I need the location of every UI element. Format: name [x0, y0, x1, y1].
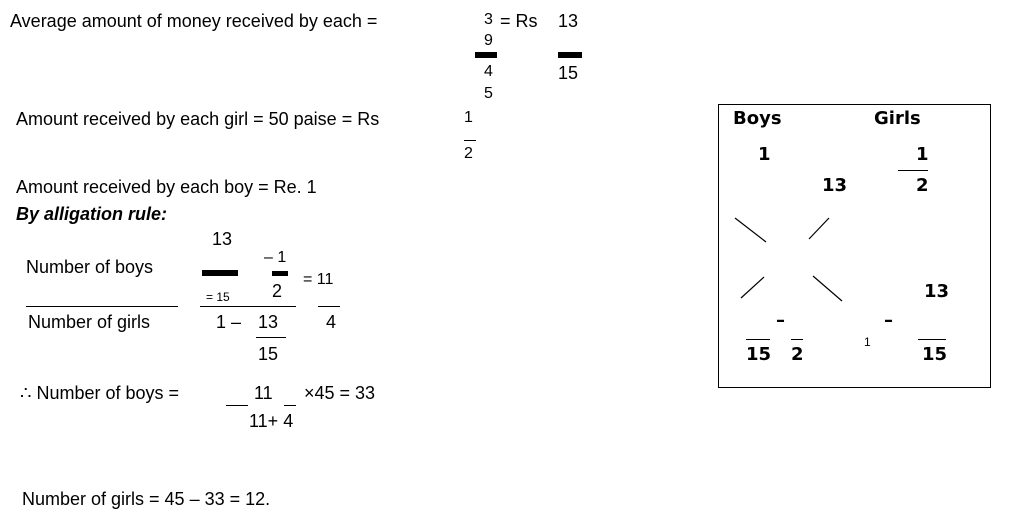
denominator-15: 15 — [558, 63, 579, 83]
denominator-2: 2 — [272, 281, 283, 301]
ratio-top-13: 13 — [212, 229, 233, 249]
girls-calc-label: Number of girls = 45 – 33 = 12. — [22, 489, 271, 509]
minus-one: – 1 — [264, 249, 287, 266]
denominator-5: 5 — [484, 85, 493, 102]
diagram-left-15: 15 — [746, 344, 772, 365]
diagram-boys-header: Boys — [733, 108, 782, 129]
diagram-left-2: 2 — [791, 344, 804, 365]
number-of-boys-label: Number of boys — [26, 257, 154, 277]
boy-amount-label: Amount received by each boy = Re. 1 — [16, 177, 317, 197]
equals-11: = 11 — [303, 271, 334, 288]
diagram-right-13: 13 — [924, 281, 950, 302]
diagram-small-1: 1 — [864, 335, 871, 349]
numerator-9: 9 — [484, 32, 493, 49]
diagram-right-15: 15 — [922, 344, 948, 365]
diagram-mean-13: 13 — [822, 175, 848, 196]
boys-calc-denominator: 11+ 4 — [249, 411, 294, 431]
value-13: 13 — [558, 11, 579, 31]
denominator-15: 15 — [258, 344, 279, 364]
denominator-4: 4 — [326, 312, 337, 332]
diagram-girls-numerator: 1 — [916, 144, 929, 165]
equals-rs-text: = Rs — [500, 11, 538, 31]
diagram-minus-right: – — [884, 310, 893, 331]
fraction-numerator-3: 3 — [484, 11, 493, 28]
diagram-minus-left: – — [776, 310, 785, 331]
girl-fraction-denominator: 2 — [464, 145, 473, 162]
numerator-13: 13 — [258, 312, 279, 332]
girl-fraction-numerator: 1 — [464, 109, 473, 126]
equals-15: = 15 — [206, 290, 230, 304]
boys-calc-numerator: 11 — [254, 383, 273, 403]
girl-amount-label: Amount received by each girl = 50 paise = Rs — [16, 109, 380, 129]
diagram-girls-denominator: 2 — [916, 175, 929, 196]
boys-calc-label: ∴ Number of boys = — [20, 383, 180, 403]
diagram-boys-value: 1 — [758, 144, 771, 165]
denominator-4: 4 — [484, 63, 493, 80]
diagram-girls-header: Girls — [874, 108, 921, 129]
boys-calc-times: ×45 = 33 — [304, 383, 376, 403]
number-of-girls-label: Number of girls — [28, 312, 151, 332]
one-minus: 1 – — [216, 312, 242, 332]
alligation-heading: By alligation rule: — [16, 204, 168, 224]
average-amount-label: Average amount of money received by each = — [10, 11, 378, 31]
